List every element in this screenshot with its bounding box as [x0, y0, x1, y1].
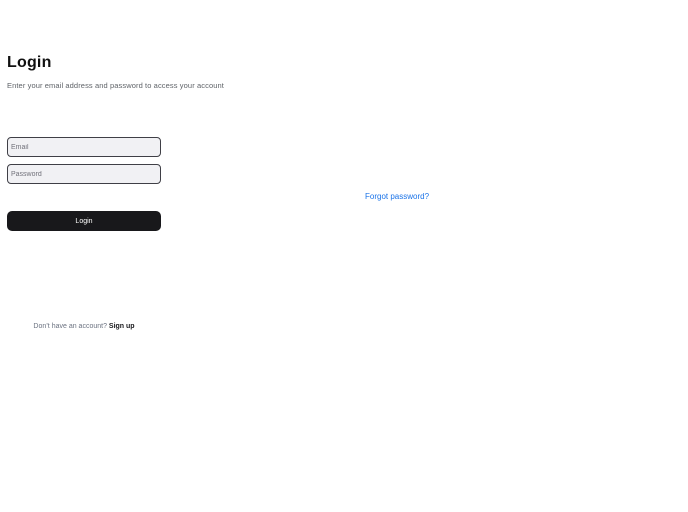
signup-link[interactable]: Sign up: [108, 323, 135, 330]
forgot-password-link[interactable]: Forgot password?: [365, 192, 430, 201]
email-field[interactable]: [7, 137, 161, 157]
signup-row: [7, 323, 161, 330]
page-title: Login: [7, 54, 52, 71]
page-subtitle: Enter your email address and password to access your account: [7, 81, 224, 90]
signup-prompt: Don’t have an account?: [33, 323, 109, 330]
password-field[interactable]: [7, 164, 161, 184]
login-button[interactable]: Login: [7, 211, 161, 231]
